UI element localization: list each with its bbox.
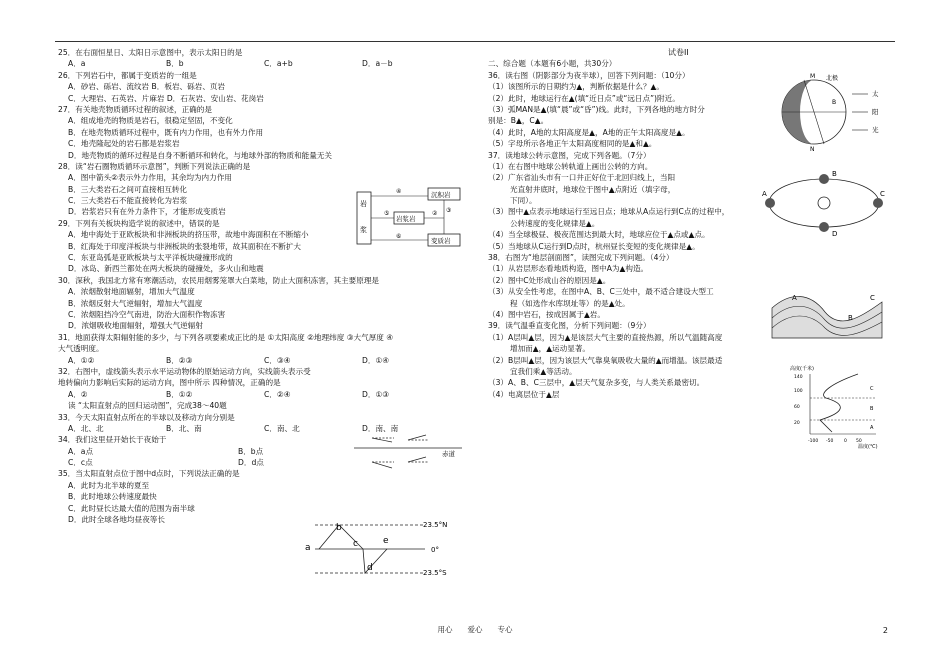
option-text: B．①② — [166, 389, 193, 399]
svg-text:20: 20 — [794, 421, 800, 426]
right-line: 程（如选作水库坝址等）的是▲处。 — [510, 298, 630, 308]
earth-illumination-diagram — [770, 72, 885, 152]
right-line: 下同）。 — [510, 196, 537, 206]
rock-cycle-diagram — [356, 184, 462, 252]
right-line: （2）此时，地球运行在▲(填“近日点”或“远日点”)附近。 — [488, 93, 680, 103]
left-line: D．浓烟吸收地面辐射，增强大气逆辐射 — [68, 321, 203, 331]
left-line: D．此时全球各地均昼夜等长 — [68, 515, 165, 525]
north-pole-label: 北极 — [826, 75, 839, 82]
left-line: 25．在右面恒星日、太阳日示意图中，表示太阳日的是 — [58, 48, 243, 57]
section-title: 试卷II — [668, 48, 689, 57]
svg-text:0: 0 — [844, 439, 847, 444]
left-line: B．红海处于印度洋板块与非洲板块的张裂地带，故其面积在不断扩大 — [68, 241, 302, 251]
option-text: A．北、北 — [68, 423, 104, 433]
left-line: A．图中箭头②表示外力作用，其余均为内力作用 — [68, 173, 232, 183]
left-line: 32．右图中，虚线箭头表示水平运动物体的原始运动方向，实线箭头表示受 — [58, 366, 311, 376]
right-line: 39．读气温垂直变化图，分析下列问题：（9分） — [488, 321, 651, 331]
svg-text:③: ③ — [446, 207, 452, 214]
left-line: B．此时地球公转速度最快 — [68, 492, 157, 502]
left-line: C．东亚岛弧是亚欧板块与太平洋板块碰撞形成的 — [68, 253, 233, 263]
point-e: e — [383, 536, 389, 546]
svg-text:M: M — [810, 73, 816, 80]
right-line: （3）从安全性考虑，在图中A、B、C三处中，最不适合建设大型工 — [488, 287, 714, 297]
option-text: A．①② — [68, 355, 95, 365]
right-line: （3）弧MAN是▲(填“晨”或“昏”)线。此时，下列各地的地方时分 — [488, 104, 705, 114]
magma-char-1: 岩 — [360, 200, 367, 208]
svg-text:C: C — [870, 386, 874, 392]
svg-text:阳: 阳 — [872, 108, 879, 116]
right-line: （5）字母所示各地正午太阳高度相同的是▲和▲。 — [488, 139, 657, 149]
svg-text:D: D — [832, 230, 838, 238]
point-b: b — [336, 523, 342, 533]
svg-text:-100: -100 — [808, 439, 819, 444]
svg-text:C: C — [880, 190, 885, 198]
left-line: D．冰岛、新西兰都处在两大板块的碰撞处，多火山和地震 — [68, 264, 264, 274]
left-line: 大气透明度。 — [58, 344, 104, 354]
left-line: 28．读“岩石圈物质循环示意图”，判断下列说法正确的是 — [58, 161, 251, 171]
left-line — [58, 58, 463, 69]
svg-text:B: B — [832, 170, 837, 178]
left-line — [58, 389, 463, 400]
option-text: B．②③ — [166, 355, 193, 365]
svg-text:-50: -50 — [826, 439, 834, 444]
right-line: （4）当全球极昼、极夜范围达到最大时，地球应位于▲点或▲点。 — [488, 230, 710, 240]
lat-north: 23.5°N — [423, 521, 448, 529]
footer-text: 用心 爱心 专心 — [437, 625, 513, 634]
option-text: D．d点 — [238, 458, 264, 468]
right-line: （4）此时，A地的太阳高度是▲，A地的正午太阳高度是▲。 — [488, 127, 690, 137]
svg-text:高度(千米): 高度(千米) — [790, 366, 814, 372]
point-a: a — [305, 543, 311, 553]
right-line: 公转速度的变化规律是▲。 — [510, 218, 600, 228]
left-line: C．三大类岩石不能直接转化为岩浆 — [68, 196, 188, 206]
option-text: D．南、南 — [362, 423, 399, 433]
svg-text:N: N — [810, 146, 815, 153]
left-line: C．大理岩、石英岩、片麻岩 D．石灰岩、安山岩、花岗岩 — [68, 93, 264, 103]
svg-text:②: ② — [432, 210, 438, 217]
right-line: （5）当地球从C运行到D点时，杭州昼长变短的变化规律是▲。 — [488, 241, 700, 251]
right-line: （1）该图所示的日期约为▲，判断依据是什么？▲。 — [488, 82, 664, 92]
option-text: D．①③ — [362, 389, 390, 399]
point-c: c — [353, 539, 358, 549]
left-line: 34．我们这里昼开始长于夜始于 — [58, 435, 167, 445]
right-line: 宜我们乘▲等活动。 — [510, 366, 577, 376]
svg-text:50: 50 — [856, 439, 862, 444]
left-line: 29．下列有关板块构造学说的叙述中，错误的是 — [58, 218, 220, 228]
option-text: D．①④ — [362, 355, 390, 365]
right-line: 光直射井底时，地球位于图中▲点附近（填字母， — [510, 184, 676, 194]
right-line: （2）广东省汕头市有一口井正好位于北回归线上，当阳 — [488, 173, 676, 183]
left-line — [58, 355, 463, 366]
svg-text:B: B — [870, 406, 874, 412]
left-line: A．地中海处于亚欧板块和非洲板块的挤压带，故地中海面积在不断缩小 — [68, 230, 309, 240]
left-line: 35．当太阳直射点位于图中d点时，下列说法正确的是 — [58, 469, 240, 479]
right-line: 二、综合题（本题有6小题，共30分） — [488, 59, 617, 69]
left-line: 31．地面获得太阳辐射能的多少，与下列各项要素成正比的是 ①太阳高度 ②地理纬度 ③大气厚度 ④ — [58, 332, 394, 342]
right-line: （4）电离层位于▲层 — [488, 389, 560, 399]
option-text: C．a+b — [264, 59, 293, 69]
left-line: D．地壳物质的循环过程是自身不断循环和转化，与地球外部的物质和能量无关 — [68, 150, 333, 160]
option-text: C．c点 — [68, 458, 93, 468]
orbit-diagram — [762, 168, 887, 238]
left-line: 读 “太阳直射点的回归运动图”，完成38～40题 — [68, 401, 227, 411]
right-line: （1）在右图中地球公转轨道上画出公转的方向。 — [488, 161, 653, 171]
left-line: B．浓烟反射大气逆辐射，增加大气温度 — [68, 298, 203, 308]
sedimentary-box: 沉积岩 — [431, 191, 451, 199]
svg-text:④: ④ — [396, 188, 402, 195]
option-text: C．③④ — [264, 355, 291, 365]
top-rule — [55, 41, 895, 42]
svg-text:B: B — [848, 314, 853, 322]
option-text: A．a点 — [68, 446, 94, 456]
option-text: B．北、南 — [166, 423, 202, 433]
right-line: （4）图中岩石，按成因属于▲岩。 — [488, 309, 605, 319]
right-line: 增加而▲，▲运动显著。 — [510, 344, 591, 354]
metamorphic-box: 变质岩 — [431, 237, 451, 245]
left-line: A．此时为北半球的夏至 — [68, 480, 150, 490]
option-text: C．南、北 — [264, 423, 300, 433]
right-line: 36．读右图（阴影部分为夜半球），回答下列问题：（10分） — [488, 70, 690, 80]
svg-text:温度(℃): 温度(℃) — [858, 444, 878, 450]
svg-text:⑤: ⑤ — [384, 210, 390, 217]
left-line: 30．深秋，我国北方常有寒潮活动，农民用烟雾笼罩大白菜地，防止大面积冻害，其主要原理是 — [58, 275, 380, 285]
left-line: B．三大类岩石之间可直接相互转化 — [68, 184, 188, 194]
svg-text:140: 140 — [794, 375, 803, 380]
right-line: （2）图中C处形成山谷的原因是▲。 — [488, 275, 611, 285]
equator-label: 赤道 — [442, 450, 455, 458]
svg-text:太: 太 — [872, 90, 879, 98]
svg-text:C: C — [870, 294, 875, 302]
lat-south: 23.5°S — [423, 569, 447, 577]
right-line: 别是：B▲，C▲。 — [488, 116, 549, 126]
option-text: D．a－b — [362, 59, 393, 69]
option-text: A．② — [68, 389, 88, 399]
left-line: D．岩浆岩只有在外力条件下，才能形成变质岩 — [68, 207, 226, 217]
igneous-box: 岩浆岩 — [396, 215, 416, 223]
svg-text:⑥: ⑥ — [396, 233, 402, 240]
left-line: 33．今天太阳直射点所在的半球以及移动方向分别是 — [58, 412, 235, 422]
svg-text:A: A — [762, 190, 767, 198]
right-line: （3）图中▲点表示地球运行至远日点；地球从A点运行到C点的过程中， — [488, 207, 730, 217]
left-line: C．浓烟阻挡冷空气南进，防治大面积作物冻害 — [68, 309, 226, 319]
option-text: C．②④ — [264, 389, 291, 399]
right-line: （3）A、B、C三层中，▲层天气复杂多变，与人类关系最密切。 — [488, 378, 705, 388]
left-line: 26．下列岩石中，都属于变质岩的一组是 — [58, 70, 197, 80]
left-line: A．砂岩、砾岩、流纹岩 B．板岩、砾岩、页岩 — [68, 82, 226, 92]
left-line: A．浓烟散射地面辐射，增加大气温度 — [68, 287, 195, 297]
left-line: 地转偏向力影响后实际的运动方向，图中所示 四种情况，正确的是 — [58, 378, 281, 388]
option-text: B．b — [166, 59, 184, 69]
magma-char-2: 浆 — [360, 226, 367, 234]
left-line: C．地壳隆起处的岩石都是岩浆岩 — [68, 139, 180, 149]
right-line: 37．读地球公转示意图，完成下列各题。（7分） — [488, 150, 651, 160]
strata-diagram — [770, 290, 885, 340]
svg-text:光: 光 — [872, 126, 879, 134]
left-line: A．组成地壳的物质是岩石，很稳定坚固，不变化 — [68, 116, 233, 126]
atmosphere-chart — [790, 364, 890, 450]
left-line: B．在地壳物质循环过程中，既有内力作用，也有外力作用 — [68, 127, 264, 137]
sun-path-diagram — [305, 514, 465, 580]
svg-text:100: 100 — [794, 389, 803, 394]
right-line — [488, 47, 893, 58]
option-text: B．b点 — [238, 446, 264, 456]
right-line: 38．右图为“地层剖面图”，读图完成下列问题。（4分） — [488, 253, 674, 263]
left-line: 27．有关地壳物质循环过程的叙述，正确的是 — [58, 104, 212, 114]
right-line: （1）从岩层形态看地质构造，图中A为▲构造。 — [488, 264, 649, 274]
svg-text:A: A — [870, 425, 874, 431]
svg-text:B: B — [832, 99, 837, 106]
page-number: 2 — [882, 626, 888, 635]
point-d: d — [367, 563, 373, 573]
left-line: C．此时昼长达最大值的范围为南半球 — [68, 503, 195, 513]
svg-text:60: 60 — [794, 405, 800, 410]
right-line: （2）B层叫▲层，因为该层大气靠臭氧吸收大量的▲而增温。该层最适 — [488, 355, 723, 365]
lat-equator: 0° — [431, 546, 439, 554]
svg-text:A: A — [792, 294, 797, 302]
option-text: A．a — [68, 59, 86, 69]
coriolis-diagram — [352, 432, 467, 482]
right-line: （1）A层叫▲层，因为▲是该层大气主要的直接热源，所以气温随高度 — [488, 332, 723, 342]
